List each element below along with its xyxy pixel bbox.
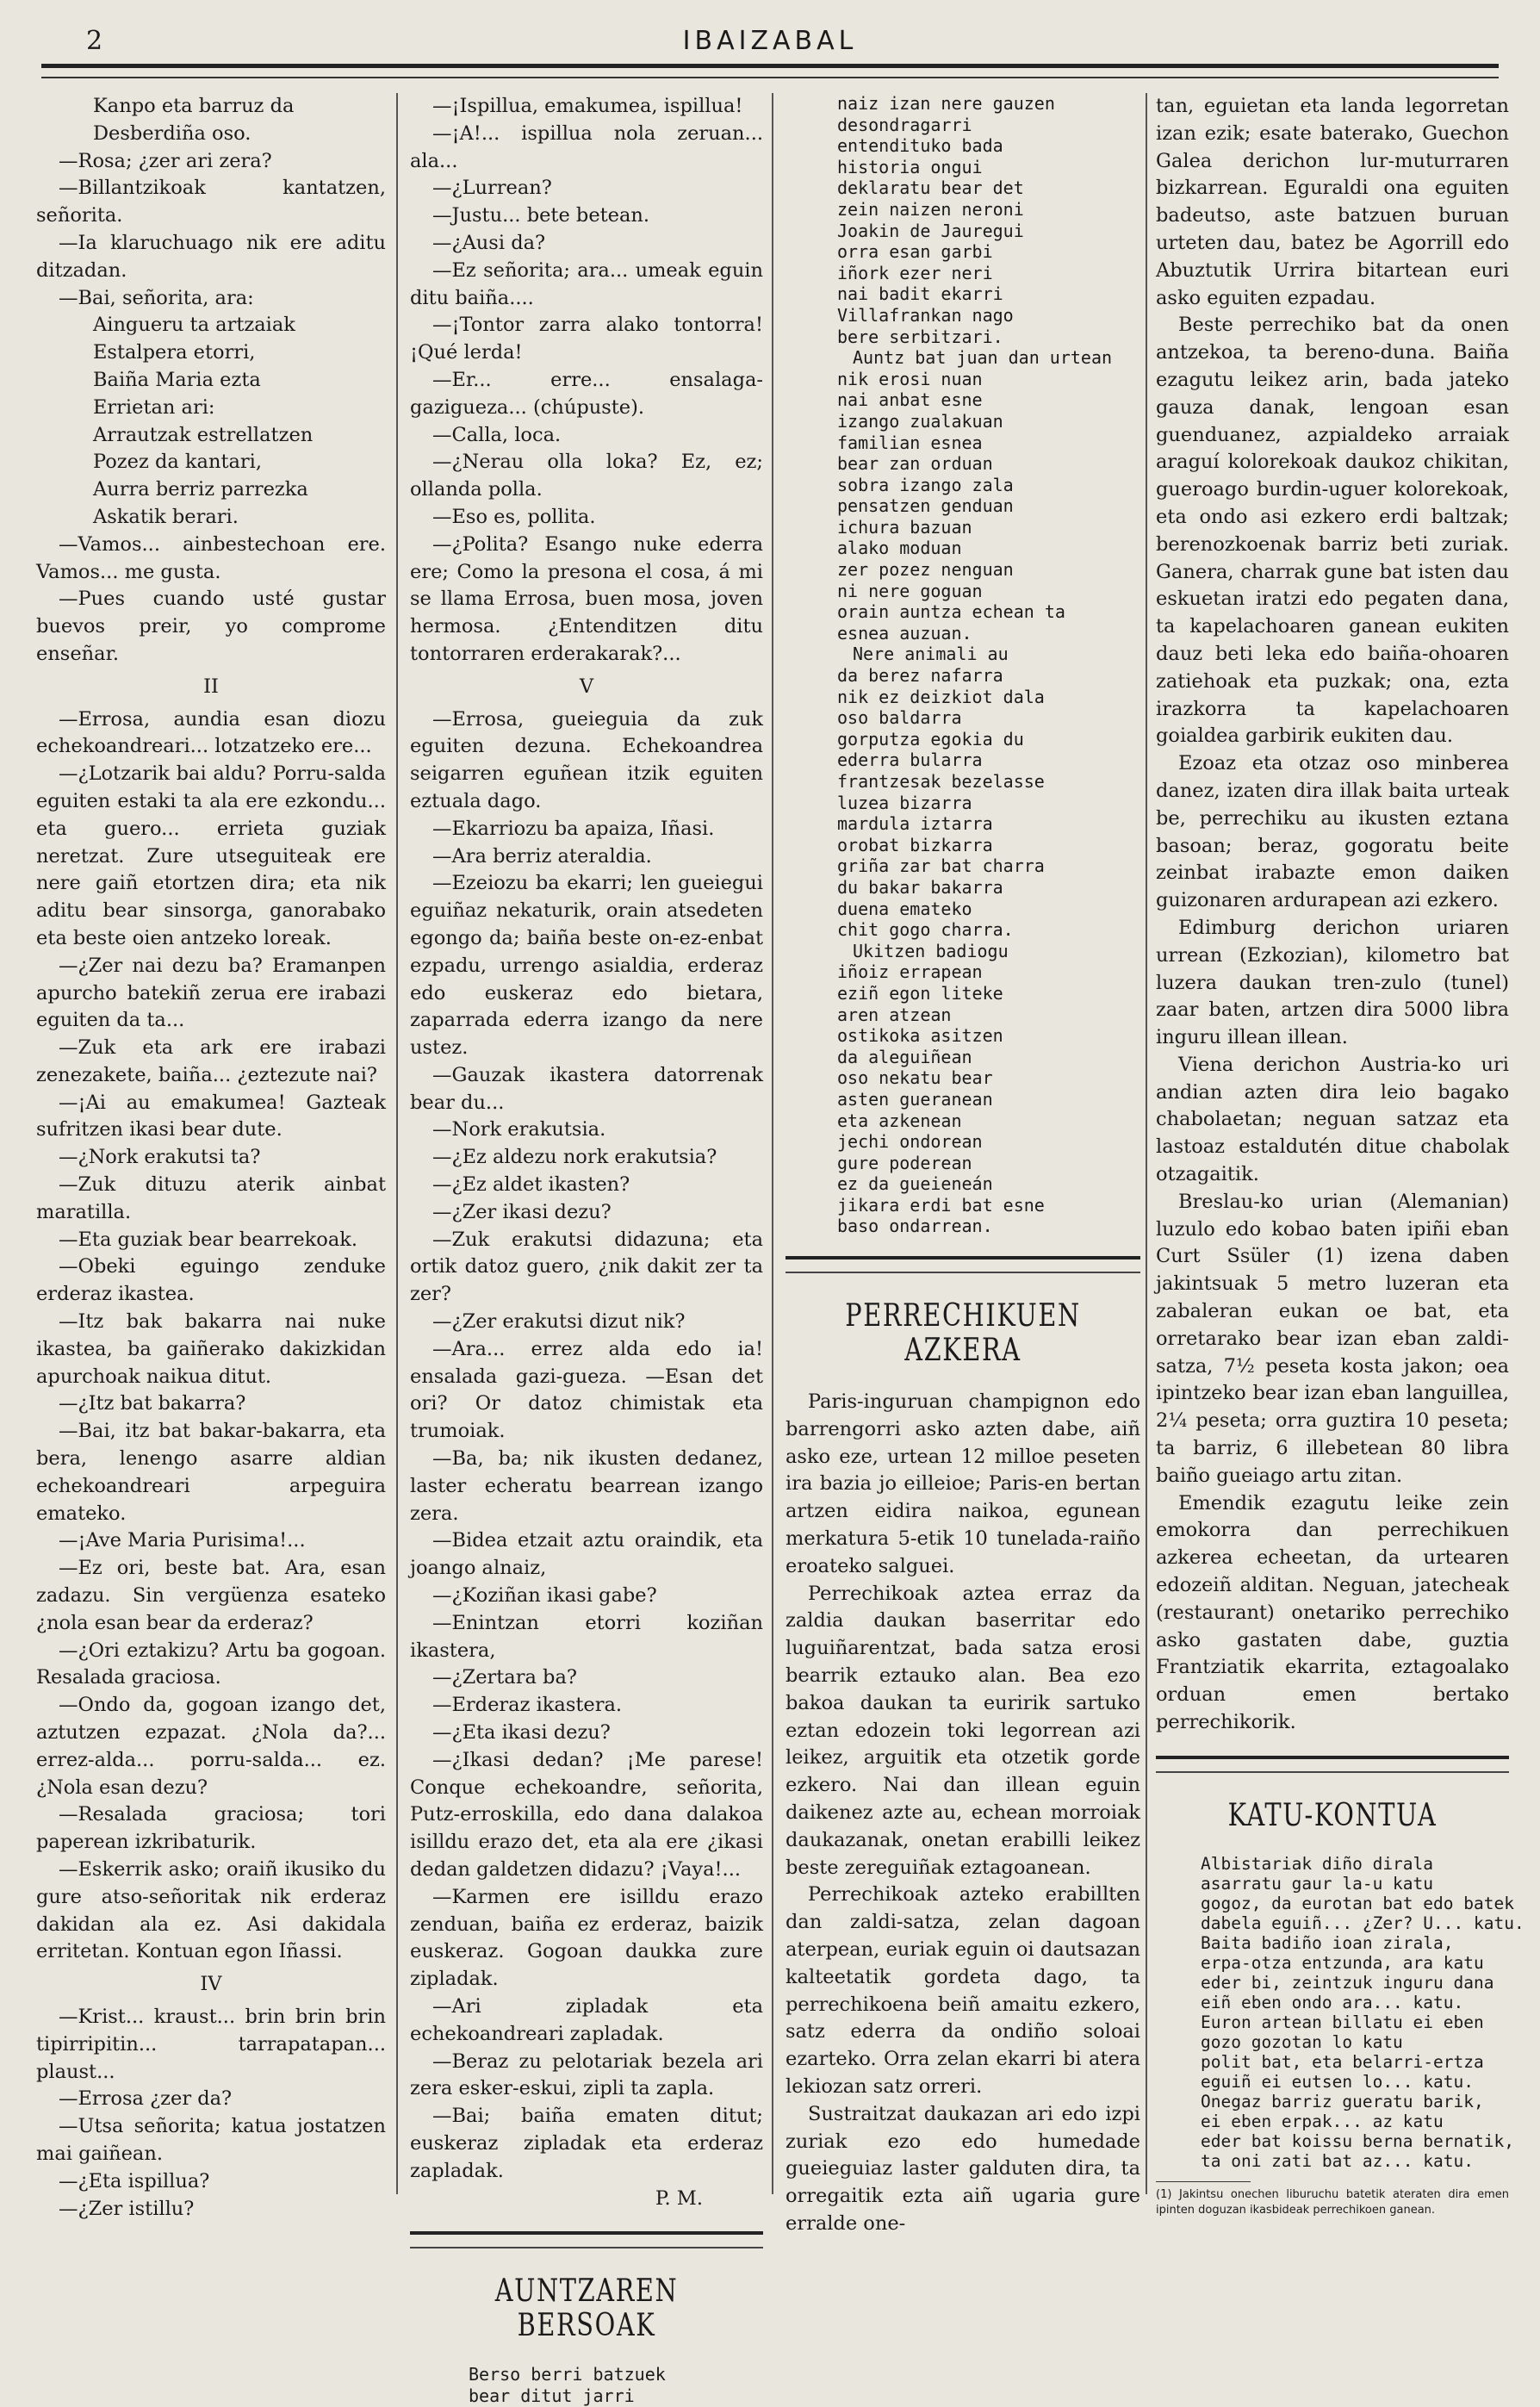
dialogue-line: —Ondo da, gogoan izango det, aztutzen ezpazat. ¿Nola da?... errez-alda... porru-salda... ez. ¿Nola esan dezu? bbox=[36, 1694, 386, 1799]
verse-line: Pozez da kantari, bbox=[93, 451, 263, 474]
poem-line: gozo gozotan lo katu bbox=[1201, 2031, 1403, 2052]
verse-line: Aingueru ta artzaiak bbox=[93, 314, 295, 337]
dialogue-line: —¿Zer ikasi dezu? bbox=[432, 1200, 612, 1223]
dialogue-line: —Eso es, pollita. bbox=[432, 505, 596, 528]
column-3 bbox=[786, 93, 1140, 2235]
poem bbox=[1156, 1853, 1524, 2171]
dialogue-line: —¿Polita? Esango nuke ederra ere; Como la presona el cosa, á mi se llama Errosa, buen mosa, joven hermosa. ¿Entenditzen ditu tontorraren erderakarak?... bbox=[410, 532, 763, 665]
article-paragraph: Perrechikoak azteko erabillten dan zaldi-satza, zelan dagoan aterpean, euriak eguin oi dautsazan kalteetatik gordeta dago, ta perrechikoena beiñ amaitu ezkero, satz ederra da ondiño soloai ezarteko. Orra zelan ekarri bi atera lekiozan satz orreri. bbox=[786, 1883, 1140, 2098]
dialogue-line: —Justu... bete betean. bbox=[432, 204, 650, 227]
dialogue-line: —Beraz zu pelotariak bezela ari zera esker-eskui, zipli ta zapla. bbox=[410, 2049, 763, 2100]
dialogue-line: —¿Eta ispillua? bbox=[59, 2169, 210, 2192]
dialogue-line: —Resalada graciosa; tori paperean izkribaturik. bbox=[36, 1803, 386, 1854]
column-2 bbox=[410, 93, 763, 2406]
dialogue-line: —¡A!... ispillua nola zeruan... ala... bbox=[410, 121, 763, 172]
verse-line: Arrautzak estrellatzen bbox=[93, 423, 314, 446]
poem-line: ichura bazuan bbox=[837, 516, 972, 538]
dialogue-line: —Bidea etzait aztu oraindik, eta joango alnaiz, bbox=[410, 1529, 763, 1580]
poem-line: griña zar bat charra bbox=[837, 855, 1045, 877]
poem-line: eziñ egon liteke bbox=[837, 982, 1003, 1004]
section-number: V bbox=[579, 675, 594, 698]
poem-line: bear zan orduan bbox=[837, 453, 993, 475]
poem-line: erpa-otza entzunda, ara katu bbox=[1201, 1952, 1484, 1973]
dialogue-line: —¡Ave Maria Purisima!... bbox=[59, 1529, 306, 1552]
poem-line: bear ditut jarri bbox=[469, 2385, 635, 2406]
poem-line: nik erosi nuan bbox=[837, 368, 983, 389]
article-title: KATU-KONTUA bbox=[1227, 1797, 1438, 1833]
column-4 bbox=[1156, 93, 1524, 2217]
dialogue-line: —Obeki eguingo zenduke erderaz ikastea. bbox=[36, 1255, 386, 1306]
dialogue-line: —Errosa ¿zer da? bbox=[59, 2087, 233, 2111]
poem-line: jechi ondorean bbox=[837, 1131, 983, 1153]
dialogue-line: —¿Ez aldezu nork erakutsia? bbox=[432, 1146, 717, 1169]
dialogue-line: —Ia klaruchuago nik ere aditu ditzadan. bbox=[36, 231, 386, 282]
dialogue-line: —¿Eta ikasi dezu? bbox=[432, 1721, 611, 1745]
verse-line: Kanpo eta barruz da bbox=[93, 95, 295, 117]
dialogue-line: —¿Ausi da? bbox=[432, 231, 546, 254]
poem-line: Auntz bat juan dan urtean bbox=[853, 347, 1113, 369]
poem-line: Euron artean billatu ei eben bbox=[1201, 2012, 1484, 2032]
poem-line: desondragarri bbox=[837, 114, 972, 135]
section-number: IV bbox=[200, 1973, 222, 1996]
poem-line: luzea bizarra bbox=[837, 792, 972, 813]
section-separator bbox=[1156, 1756, 1509, 1773]
poem-line: Onegaz barriz gueratu barik, bbox=[1201, 2091, 1484, 2112]
poem-line: Baita badiño ioan zirala, bbox=[1201, 1932, 1454, 1953]
dialogue-line: —Ara... errez alda edo ia! ensalada gazi-gueza. —Esan det ori? Or datoz chimistak eta trumoiak. bbox=[410, 1337, 763, 1443]
poem bbox=[786, 93, 1140, 1237]
poem-line: gogoz, da eurotan bat edo batek bbox=[1201, 1893, 1514, 1913]
poem-line: deklaratu bear det bbox=[837, 177, 1024, 199]
header-rule bbox=[41, 64, 1499, 78]
dialogue-line: —Ez señorita; ara... umeak eguin ditu baiña.... bbox=[410, 258, 763, 309]
article-paragraph: tan, eguietan eta landa legorretan izan ezik; esate baterako, Guechon Galea derichon lur-muturraren bizkarrean. Eguraldi ona eguiten badeutso, aste batzuen buruan urteten dau, batez be Agorrill edo Abuztutik Urrira bitartean euri asko eguiten ezpadau. bbox=[1156, 95, 1509, 309]
column-divider bbox=[772, 93, 773, 2194]
column-divider bbox=[1146, 93, 1147, 2194]
verse-line: Askatik berari. bbox=[93, 505, 239, 528]
footnote: (1) Jakintsu onechen liburuchu batetik ateraten dira emen ipinten doguzan ikasbideak perrechikoen ganean. bbox=[1156, 2187, 1509, 2217]
verse-line: Errietan ari: bbox=[93, 395, 215, 419]
poem-line: Villafrankan nago bbox=[837, 304, 1014, 326]
section-separator bbox=[786, 1256, 1140, 1273]
article-title: AUNTZAREN BERSOAK bbox=[494, 2273, 679, 2344]
poem-line: duena emateko bbox=[837, 898, 972, 919]
dialogue-line: —Eta guziak bear bearrekoak. bbox=[59, 1228, 358, 1251]
author-signature: P. M. bbox=[655, 2186, 703, 2210]
verse-line: Aurra berriz parrezka bbox=[93, 478, 308, 501]
dialogue-line: —Karmen ere isilldu erazo zenduan, baiña ez erderaz, baizik euskeraz. Gogoan daukka zure zipladak. bbox=[410, 1885, 763, 1991]
article-paragraph: Emendik ezagutu leike zein emokorra dan perrechikuen azkerea echeetan, da urtearen edozeiñ alditan. Neguan, jatecheak (restaurant) onetariko perrechiko asko gastaten dabe, guztia Frantziatik ekarrita, eztagoalako orduan emen bertako perrechikorik. bbox=[1156, 1491, 1509, 1734]
dialogue-line: —Erderaz ikastera. bbox=[432, 1694, 623, 1717]
poem-line: nai anbat esne bbox=[837, 389, 983, 411]
dialogue-line: —¿Zer istillu? bbox=[59, 2197, 195, 2220]
poem-line: ni nere goguan bbox=[837, 580, 983, 601]
poem-line: bere serbitzari. bbox=[837, 326, 1003, 347]
poem-line: nai badit ekarri bbox=[837, 283, 1003, 305]
article-paragraph: Ezoaz eta otzaz oso minberea danez, izaten dira illak baita urteak be, perrechiku au ikusten eztana basoan; beraz, gogoratu beite zeinbat irabazte emon daiken guizonaren ardurapean azi ezkero. bbox=[1156, 752, 1509, 912]
dialogue-line: —Bai; baiña ematen ditut; euskeraz zipladak eta erderaz zapladak. bbox=[410, 2105, 763, 2182]
poem-line: orobat bizkarra bbox=[837, 834, 993, 855]
poem-line: du bakar bakarra bbox=[837, 876, 1003, 898]
dialogue-line: —Eskerrik asko; oraiñ ikusiko du gure atso-señoritak nik erderaz dakidan ala ez. Asi dakidala erritetan. Kontuan egon Iñassi. bbox=[36, 1858, 386, 1963]
verse-line: Desberdiña oso. bbox=[93, 121, 251, 145]
poem-line: alako moduan bbox=[837, 538, 962, 559]
poem-line: ei eben erpak... az katu bbox=[1201, 2111, 1444, 2131]
article-paragraph: Sustraitzat daukazan ari edo izpi zuriak ezo edo humedade gueieguiaz laster galduten dira, ta orregaitik ezta aiñ ugaria gure erralde one- bbox=[786, 2102, 1140, 2235]
poem-line: da aleguiñean bbox=[837, 1046, 972, 1067]
poem-line: asarratu gaur la-u katu bbox=[1201, 1873, 1434, 1894]
dialogue-line: —Ekarriozu ba apaiza, Iñasi. bbox=[432, 817, 715, 840]
poem-line: ta oni zati bat az... katu. bbox=[1201, 2150, 1474, 2171]
dialogue-line: —¡Ispillua, emakumea, ispillua! bbox=[432, 95, 743, 117]
section-number: II bbox=[203, 675, 219, 698]
dialogue-line: —Er... erre... ensalaga-gazigueza... (chúpuste). bbox=[410, 368, 763, 419]
poem-line: eder bat koissu berna bernatik, bbox=[1201, 2130, 1514, 2151]
article-paragraph: Beste perrechiko bat da onen antzekoa, ta bereno-duna. Baiña ezagutu leikez arin, bada jateko gauza danak, lengoan esan guenduanez, azpialdeko arraiak araguí kolorekoak daukoz chikitan, gueroago burdin-uguer kolorekoak, eta ondo asi ezkero erdi baltzak; berenozkoenak barriz beti zuriak. Ganera, charrak gune bat isten dau eskuetan iratzi edo pegaten dana, ta kapelachoaren ganean eukiten dauz beti leka edo baiña-ohoaren zatiehoak eta puzkak; ona, ezta irazkorra ta kapelachoaren goialdea garbirik eukiten dau. bbox=[1156, 314, 1509, 748]
dialogue-line: —Vamos... ainbestechoan ere. Vamos... me gusta. bbox=[36, 532, 386, 583]
dialogue-line: —¿Ikasi dedan? ¡Me parese! Conque echekoandre, señorita, Putz-erroskilla, edo dana dalakoa isilldu erazo det, eta ala ere ¿ikasi dedan galdetzen didazu? ¡Vaya!... bbox=[410, 1748, 763, 1881]
poem-line: iñork ezer neri bbox=[837, 262, 993, 283]
dialogue-line: —Ara berriz ateraldia. bbox=[432, 844, 652, 868]
dialogue-line: —Ba, ba; nik ikusten dedanez, laster echeratu bearrean izango zera. bbox=[410, 1447, 763, 1525]
dialogue-line: —Pues cuando usté gustar buevos preir, yo comprome enseñar. bbox=[36, 588, 386, 665]
poem-line: chit gogo charra. bbox=[837, 919, 1014, 941]
poem-line: aren atzean bbox=[837, 1004, 952, 1025]
dialogue-line: —Krist... kraust... brin brin brin tipirripitin... tarrapatapan... plaust... bbox=[36, 2005, 386, 2083]
poem-line: baso ondarrean. bbox=[837, 1216, 993, 1237]
poem-line: historia ongui bbox=[837, 156, 983, 177]
column-divider bbox=[396, 93, 398, 2194]
dialogue-line: —Bai, señorita, ara: bbox=[59, 286, 254, 309]
poem-line: orain auntza echean ta bbox=[837, 601, 1065, 623]
dialogue-line: —Bai, itz bat bakar-bakarra, eta bera, lenengo asarre aldian echekoandreari arpeguira emateko. bbox=[36, 1420, 386, 1525]
poem-line: zein naizen neroni bbox=[837, 198, 1024, 220]
dialogue-line: —¿Nork erakutsi ta? bbox=[59, 1146, 261, 1169]
dialogue-line: —¿Zer nai dezu ba? Eramanpen apurcho batekiñ zerua ere irabazi eguiten da ta... bbox=[36, 954, 386, 1032]
dialogue-line: —Gauzak ikastera datorrenak bear du... bbox=[410, 1063, 763, 1114]
dialogue-line: —Enintzan etorri koziñan ikastera, bbox=[410, 1611, 763, 1662]
poem-line: Joakin de Jauregui bbox=[837, 220, 1024, 241]
dialogue-line: —Zuk eta ark ere irabazi zenezakete, baiña... ¿eztezute nai? bbox=[36, 1036, 386, 1086]
page-number: 2 bbox=[86, 26, 103, 56]
newspaper-title: IBAIZABAL bbox=[682, 26, 858, 56]
column-1 bbox=[36, 93, 386, 2220]
poem-line: dabela eguiñ... ¿Zer? U... katu. bbox=[1201, 1913, 1524, 1933]
article-paragraph: Edimburg derichon uriaren urrean (Ezkozian), kilometro bat luzera daukan tren-zulo (tunel) zaar baten, artzen dira 5000 libra inguru illean illean. bbox=[1156, 916, 1509, 1049]
poem-line: polit bat, eta belarri-ertza bbox=[1201, 2051, 1484, 2072]
poem-line: asten gueranean bbox=[837, 1088, 993, 1110]
dialogue-line: —¿Lurrean? bbox=[432, 177, 552, 200]
poem-line: ostikoka asitzen bbox=[837, 1025, 1003, 1047]
article-paragraph: Viena derichon Austria-ko uri andian azten dira leio bagako chabolaetan; neguan satzaz eta lastoaz estaldutén ditue chabolak otzagaitik. bbox=[1156, 1053, 1509, 1186]
poem-line: Nere animali au bbox=[853, 644, 1009, 665]
poem-line: gorputza egokia du bbox=[837, 728, 1024, 749]
dialogue-line: —¿Zertara ba? bbox=[432, 1666, 577, 1689]
poem bbox=[410, 2364, 763, 2406]
dialogue-line: —Utsa señorita; katua jostatzen mai gaiñean. bbox=[36, 2115, 386, 2165]
dialogue-line: —¡Ai au emakumea! Gazteak sufritzen ikasi bear dute. bbox=[36, 1091, 386, 1141]
poem-line: mardula iztarra bbox=[837, 813, 993, 835]
footnote-rule bbox=[1156, 2181, 1251, 2182]
dialogue-line: —¿Nerau olla loka? Ez, ez; ollanda polla. bbox=[410, 451, 763, 501]
dialogue-line: —¿Zer erakutsi dizut nik? bbox=[432, 1310, 686, 1334]
dialogue-line: —Ezeiozu ba ekarri; len gueiegui eguiñaz nekaturik, orain atsedeten egongo da; baiña beste on-ez-enbat ezpadu, urrengo asialdia, erderaz edo euskeraz edo bietara, zaparrada ederra izango da nere ustez. bbox=[410, 872, 763, 1060]
dialogue-line: —Calla, loca. bbox=[432, 423, 562, 446]
poem-line: jikara erdi bat esne bbox=[837, 1194, 1045, 1216]
poem-line: da berez nafarra bbox=[837, 665, 1003, 687]
poem-line: gure poderean bbox=[837, 1152, 972, 1173]
verse-line: Baiña Maria ezta bbox=[93, 368, 261, 391]
poem-line: pensatzen genduan bbox=[837, 495, 1014, 517]
dialogue-line: —¿Lotzarik bai aldu? Porru-salda eguiten estaki ta ala ere ezkondu... eta guero... errieta guziak neretzat. Zure utseguiteak ere nere gaiñ etortzen dira; eta nik aditu bear sinsorga, ganorabako eta beste oien antzeko loreak. bbox=[36, 762, 386, 949]
article-paragraph: Breslau-ko urian (Alemanian) luzulo edo kobao baten ipiñi eban Curt Ssüler (1) izena daben jakintsuak 5 metro luzeran eta zabaleran eukan oe bat, eta orretarako bear izan eban zaldi-satza, 7½ peseta kosta jakon; oea ipintzeko bear izan eban languillea, 2¼ peseta; orra guztira 10 peseta; ta barriz, 6 illebetean 80 libra baiño gueiago artu zitan. bbox=[1156, 1190, 1509, 1487]
poem-line: ederra bularra bbox=[837, 749, 983, 771]
poem-line: naiz izan nere gauzen bbox=[837, 93, 1055, 114]
verse-line: Estalpera etorri, bbox=[93, 341, 256, 364]
dialogue-line: —Errosa, aundia esan diozu echekoandreari... lotzatzeko ere... bbox=[36, 707, 386, 758]
dialogue-line: —Errosa, gueieguia da zuk eguiten dezuna. Echekoandrea seigarren eguñean itzik eguiten eztuala dago. bbox=[410, 707, 763, 812]
poem-line: iñoiz errapean bbox=[837, 961, 983, 983]
poem-line: eder bi, zeintzuk inguru dana bbox=[1201, 1972, 1494, 1993]
dialogue-line: —¿Ez aldet ikasten? bbox=[432, 1173, 630, 1197]
dialogue-line: —Billantzikoak kantatzen, señorita. bbox=[36, 177, 386, 227]
article-title: PERRECHIKUEN AZKERA bbox=[845, 1298, 1081, 1369]
dialogue-line: —Itz bak bakarra nai nuke ikastea, ba gaiñerako dakizkidan apurchoak naikua ditut. bbox=[36, 1310, 386, 1388]
article-paragraph: Perrechikoak aztea erraz da zaldia daukan baserritar edo luguiñarentzat, bada satza erosi bearrik eztauko alan. Bea ezo bakoa daukan ta euririk sartuko eztan edozein toki legorrean azi leikez, arguitik eta otzetik gorde ezkero. Nai dan illean eguin daikenez azte au, echean morroiak daukazanak, onetan erabilli leikez beste zereguiñak eztagoanean. bbox=[786, 1582, 1140, 1879]
section-separator bbox=[410, 2231, 763, 2248]
dialogue-line: —¿Ori eztakizu? Artu ba gogoan. Resalada graciosa. bbox=[36, 1639, 386, 1689]
poem-line: zer pozez nenguan bbox=[837, 559, 1014, 581]
poem-line: orra esan garbi bbox=[837, 241, 993, 263]
poem-line: Berso berri batzuek bbox=[469, 2364, 666, 2385]
dialogue-line: —Rosa; ¿zer ari zera? bbox=[59, 149, 272, 172]
poem-line: oso nekatu bear bbox=[837, 1067, 993, 1089]
dialogue-line: —Ez ori, beste bat. Ara, esan zadazu. Sin vergüenza esateko ¿nola esan bear da erderaz? bbox=[36, 1557, 386, 1634]
poem-line: Albistariak diño dirala bbox=[1201, 1853, 1434, 1874]
dialogue-line: —Zuk erakutsi didazuna; eta ortik datoz guero, ¿nik dakit zer ta zer? bbox=[410, 1228, 763, 1306]
dialogue-line: —¿Itz bat bakarra? bbox=[59, 1392, 246, 1415]
poem-line: entendituko bada bbox=[837, 135, 1003, 157]
dialogue-line: —Nork erakutsia. bbox=[432, 1118, 606, 1141]
dialogue-line: —¿Koziñan ikasi gabe? bbox=[432, 1584, 657, 1608]
dialogue-line: —Zuk dituzu aterik ainbat maratilla. bbox=[36, 1173, 386, 1223]
poem-line: oso baldarra bbox=[837, 707, 962, 729]
poem-line: Ukitzen badiogu bbox=[853, 940, 1009, 961]
poem-line: ez da gueieneán bbox=[837, 1173, 993, 1195]
poem-line: eiñ eben ondo ara... katu. bbox=[1201, 1992, 1464, 2012]
poem-line: nik ez deizkiot dala bbox=[837, 686, 1045, 707]
poem-line: familian esnea bbox=[837, 432, 983, 453]
dialogue-line: —Ari zipladak eta echekoandreari zapladak. bbox=[410, 1994, 763, 2045]
article-paragraph: Paris-inguruan champignon edo barrengorri asko azten dabe, aiñ asko eze, urtean 12 milloe peseten ira bazia jo eilleioe; Paris-en bertan artzen eidira naikoa, egunean merkatura 5-etik 10 tunelada-raiño eroateko salguei. bbox=[786, 1390, 1140, 1577]
poem-line: esnea auzuan. bbox=[837, 622, 972, 644]
poem-line: eta azkenean bbox=[837, 1110, 962, 1131]
poem-line: sobra izango zala bbox=[837, 474, 1014, 495]
poem-line: izango zualakuan bbox=[837, 410, 1003, 432]
dialogue-line: —¡Tontor zarra alako tontorra! ¡Qué lerda! bbox=[410, 314, 763, 364]
poem-line: frantzesak bezelasse bbox=[837, 771, 1045, 792]
poem-line: eguiñ ei eutsen lo... katu. bbox=[1201, 2071, 1474, 2092]
